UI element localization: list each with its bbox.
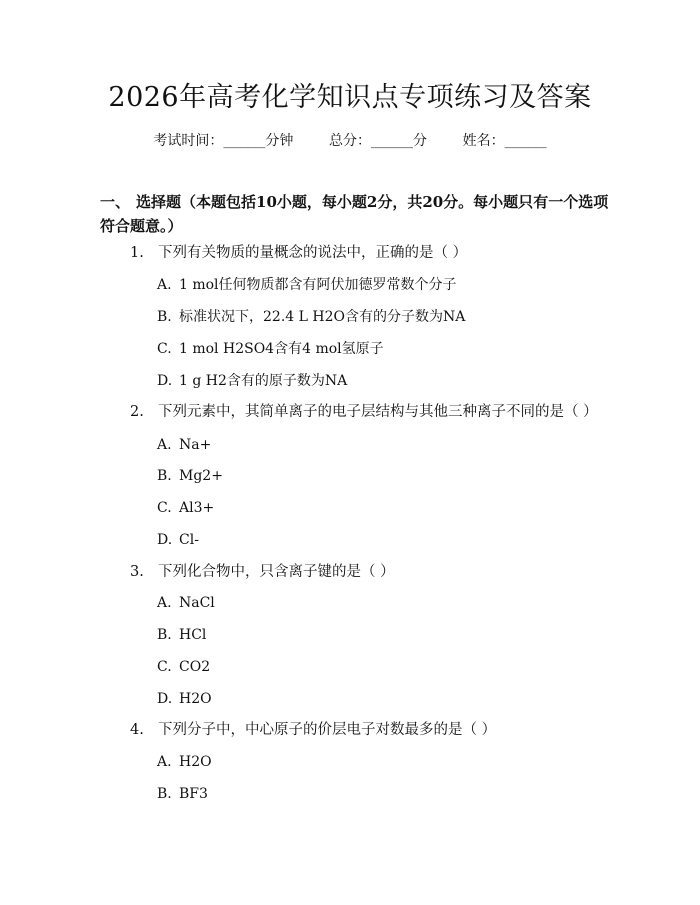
option-letter: D. (157, 532, 173, 548)
option-text: 1 mol任何物质都含有阿伏加德罗常数个分子 (179, 277, 457, 293)
option-3a (157, 593, 215, 613)
option-letter: B. (157, 309, 172, 325)
option-2b (157, 466, 223, 486)
option-letter: B. (157, 468, 172, 484)
score-label: 总分： (329, 133, 371, 149)
page-title: 2026年高考化学知识点专项练习及答案 (108, 82, 592, 113)
question-3 (130, 562, 395, 582)
question-number: 2. (130, 404, 144, 420)
option-text: Mg2+ (179, 468, 223, 484)
question-number: 4. (130, 722, 144, 738)
option-text: CO2 (179, 659, 211, 675)
option-text: HCl (179, 627, 207, 643)
name-label: 姓名： (462, 133, 505, 149)
option-text: 1 mol H2SO4含有4 mol氢原子 (179, 341, 384, 357)
option-3c (157, 657, 210, 677)
option-1d (157, 371, 347, 391)
option-letter: C. (157, 659, 172, 675)
option-letter: B. (157, 627, 172, 643)
option-2a (157, 435, 211, 455)
question-text: 下列有关物质的量概念的说法中，正确的是（ ） (158, 245, 468, 261)
option-4a (157, 752, 212, 772)
question-text: 下列分子中，中心原子的价层电子对数最多的是（ ） (158, 722, 497, 738)
option-text: 标准状况下，22.4 L H2O含有的分子数为NA (179, 309, 466, 325)
time-label: 考试时间： (153, 133, 224, 149)
option-text: 1 g H2含有的原子数为NA (179, 373, 348, 389)
option-4b (157, 784, 208, 804)
option-1b (157, 307, 465, 327)
option-letter: D. (157, 691, 173, 707)
score-blank: ______ (371, 133, 413, 149)
section-heading (100, 190, 610, 238)
option-letter: D. (157, 373, 173, 389)
question-text: 下列元素中，其简单离子的电子层结构与其他三种离子不同的是（ ） (158, 404, 598, 420)
option-3d (157, 689, 212, 709)
option-2d (157, 530, 199, 550)
option-letter: C. (157, 341, 172, 357)
question-number: 3. (130, 564, 144, 580)
option-3b (157, 625, 206, 645)
option-letter: C. (157, 500, 172, 516)
option-letter: A. (157, 277, 172, 293)
option-text: Na+ (179, 437, 212, 453)
option-2c (157, 498, 214, 518)
section-number: 一、 (100, 193, 131, 211)
option-text: BF3 (179, 786, 208, 802)
option-text: NaCl (179, 595, 215, 611)
question-text: 下列化合物中，只含离子键的是（ ） (158, 564, 395, 580)
score-unit: 分 (413, 133, 427, 149)
option-letter: B. (157, 786, 172, 802)
question-number: 1. (130, 245, 144, 261)
option-text: H2O (179, 691, 212, 707)
option-1c (157, 339, 384, 359)
option-text: Al3+ (179, 500, 215, 516)
option-letter: A. (157, 595, 172, 611)
exam-info-line (0, 131, 700, 151)
option-letter: A. (157, 437, 172, 453)
time-blank: ______ (223, 133, 266, 149)
question-2 (130, 402, 598, 422)
option-1a (157, 275, 457, 295)
option-letter: A. (157, 754, 172, 770)
name-blank: ______ (504, 133, 547, 149)
section-heading-text: 选择题（本题包括10小题，每小题2分，共20分。每小题只有一个选项符合题意。） (100, 193, 609, 235)
option-text: H2O (179, 754, 212, 770)
question-1 (130, 243, 467, 263)
question-4 (130, 720, 496, 740)
option-text: Cl- (179, 532, 199, 548)
time-unit: 分钟 (265, 133, 294, 149)
